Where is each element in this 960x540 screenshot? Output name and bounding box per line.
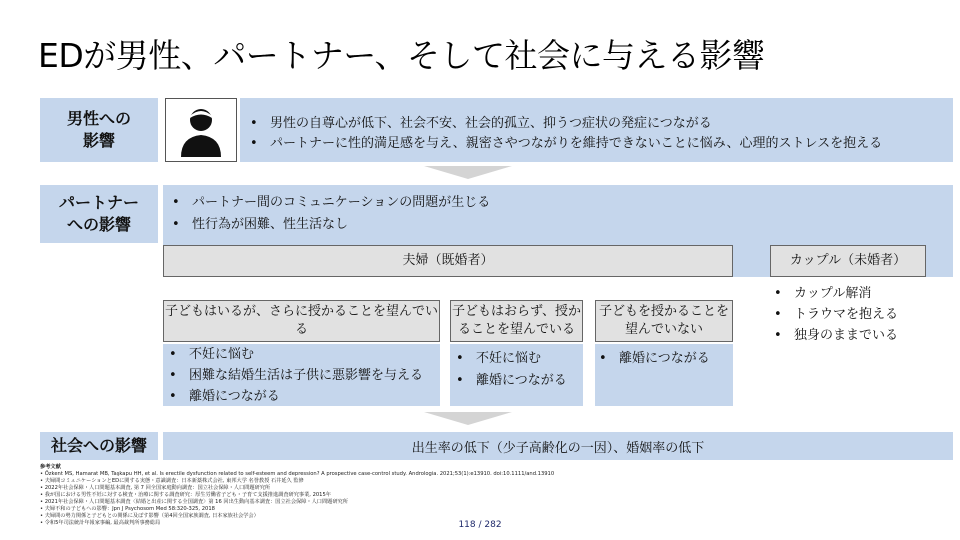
page-title: EDが男性、パートナー、そして社会に与える影響 (38, 36, 765, 75)
page-number: 118 / 282 (458, 520, 502, 530)
category-men-label: 男性への 影響 (66, 109, 131, 150)
reference-item: • 夫婦不和の子どもへの影響：Jpn J Psychosom Med 58:320-325, 2018 (40, 506, 215, 512)
list-item: • 性行為が困難、性生活なし (168, 214, 490, 236)
group-2-header (450, 300, 583, 342)
couple-label: カップル（未婚者） (789, 253, 907, 268)
group-2-box (450, 344, 583, 406)
couple-bullets (770, 283, 950, 346)
reference-item: • 2021年社会保障・人口問題基本調査〈結婚と出産に関する全国調査〉第 16 回出生動向基本調査：国立社会保障・人口問題研究所 (40, 499, 348, 505)
person-icon (165, 98, 237, 162)
down-arrow-icon (424, 166, 512, 179)
references (40, 464, 554, 527)
list-item: • パートナーに性的満足感を与え、親密さやつながりを維持できないことに悩み、心理的ストレスを抱える (246, 134, 953, 154)
list-item: • 離婚につながる (165, 386, 440, 407)
category-partner (40, 185, 158, 243)
society-text: 出生率の低下（少子高齢化の一因）、婚姻率の低下 (411, 440, 705, 456)
partner-bullets-wrap (168, 192, 490, 236)
couple-bullets-wrap (770, 283, 950, 346)
men-bullets (246, 114, 953, 154)
reference-item: • Özkent MS, Hamarat MB, Taşkapu HH, et al. Is erectile dysfunction related to self-esteem and depression? A prospective case-control study. Andrologia. 2021;53(1):e13910. doi:10.1111/and.13910 (40, 471, 555, 477)
group-1-bullets (165, 344, 440, 407)
men-impact-box (240, 98, 953, 162)
group-3-header-label: 子どもを授かることを 望んでいない (598, 304, 729, 337)
list-item: • カップル解消 (770, 283, 950, 304)
couple-header (770, 245, 926, 277)
group-3-header (595, 300, 733, 342)
reference-item: • 2022年社会保障・人口問題基本調査, 第 7 回全国家庭動向調査：国立社会保障・人口問題研究所 (40, 485, 271, 491)
married-label: 夫婦（既婚者） (402, 253, 494, 268)
reference-item: • 夫婦間の勢力関係と子どもとの関係に及ぼす影響（第4回全国家族調査, 日本家族社会学会） (40, 513, 259, 519)
list-item: • 男性の自尊心が低下、社会不安、社会的孤立、抑うつ症状の発症につながる (246, 114, 953, 134)
list-item: • 離婚につながる (452, 370, 583, 392)
group-1-header-label: 子どもはいるが、さらに授かることを望んでいる (164, 304, 438, 337)
group-2-header-label: 子どもはおらず、授か ることを望んでいる (452, 304, 581, 337)
reference-item: • 令和5年司法統計年報家事編, 最高裁判所事務総局 (40, 520, 161, 526)
group-3-bullets (595, 348, 733, 370)
list-item: • 困難な結婚生活は子供に悪影響を与える (165, 365, 440, 386)
references-heading: 参考文献 (40, 464, 61, 470)
down-arrow-icon (424, 412, 512, 425)
list-item: • 不妊に悩む (165, 344, 440, 365)
category-society (40, 432, 158, 460)
reference-item: • 我が国における男性不妊に対する検査・治療に関する調査研究：厚生労働省子ども・子育て支援推進調査研究事業, 2015年 (40, 492, 331, 498)
category-men (40, 98, 158, 162)
list-item: • 離婚につながる (595, 348, 733, 370)
list-item: • パートナー間のコミュニケーションの問題が生じる (168, 192, 490, 214)
group-1-box (163, 344, 440, 406)
category-society-label: 社会への影響 (50, 436, 147, 455)
society-impact-box (163, 432, 953, 460)
list-item: • 不妊に悩む (452, 348, 583, 370)
group-3-box (595, 344, 733, 406)
partner-bullets (168, 192, 490, 236)
group-1-header (163, 300, 440, 342)
category-partner-label: パートナー への影響 (58, 193, 139, 234)
list-item: • 独身のままでいる (770, 325, 950, 346)
married-header (163, 245, 733, 277)
list-item: • トラウマを抱える (770, 304, 950, 325)
group-2-bullets (452, 348, 583, 392)
reference-item: • 夫婦間コミュニケーションとEDに関する実態・意識調査：日本新薬株式会社, 東邦大学 名誉教授 石井延久 監修 (40, 478, 304, 484)
